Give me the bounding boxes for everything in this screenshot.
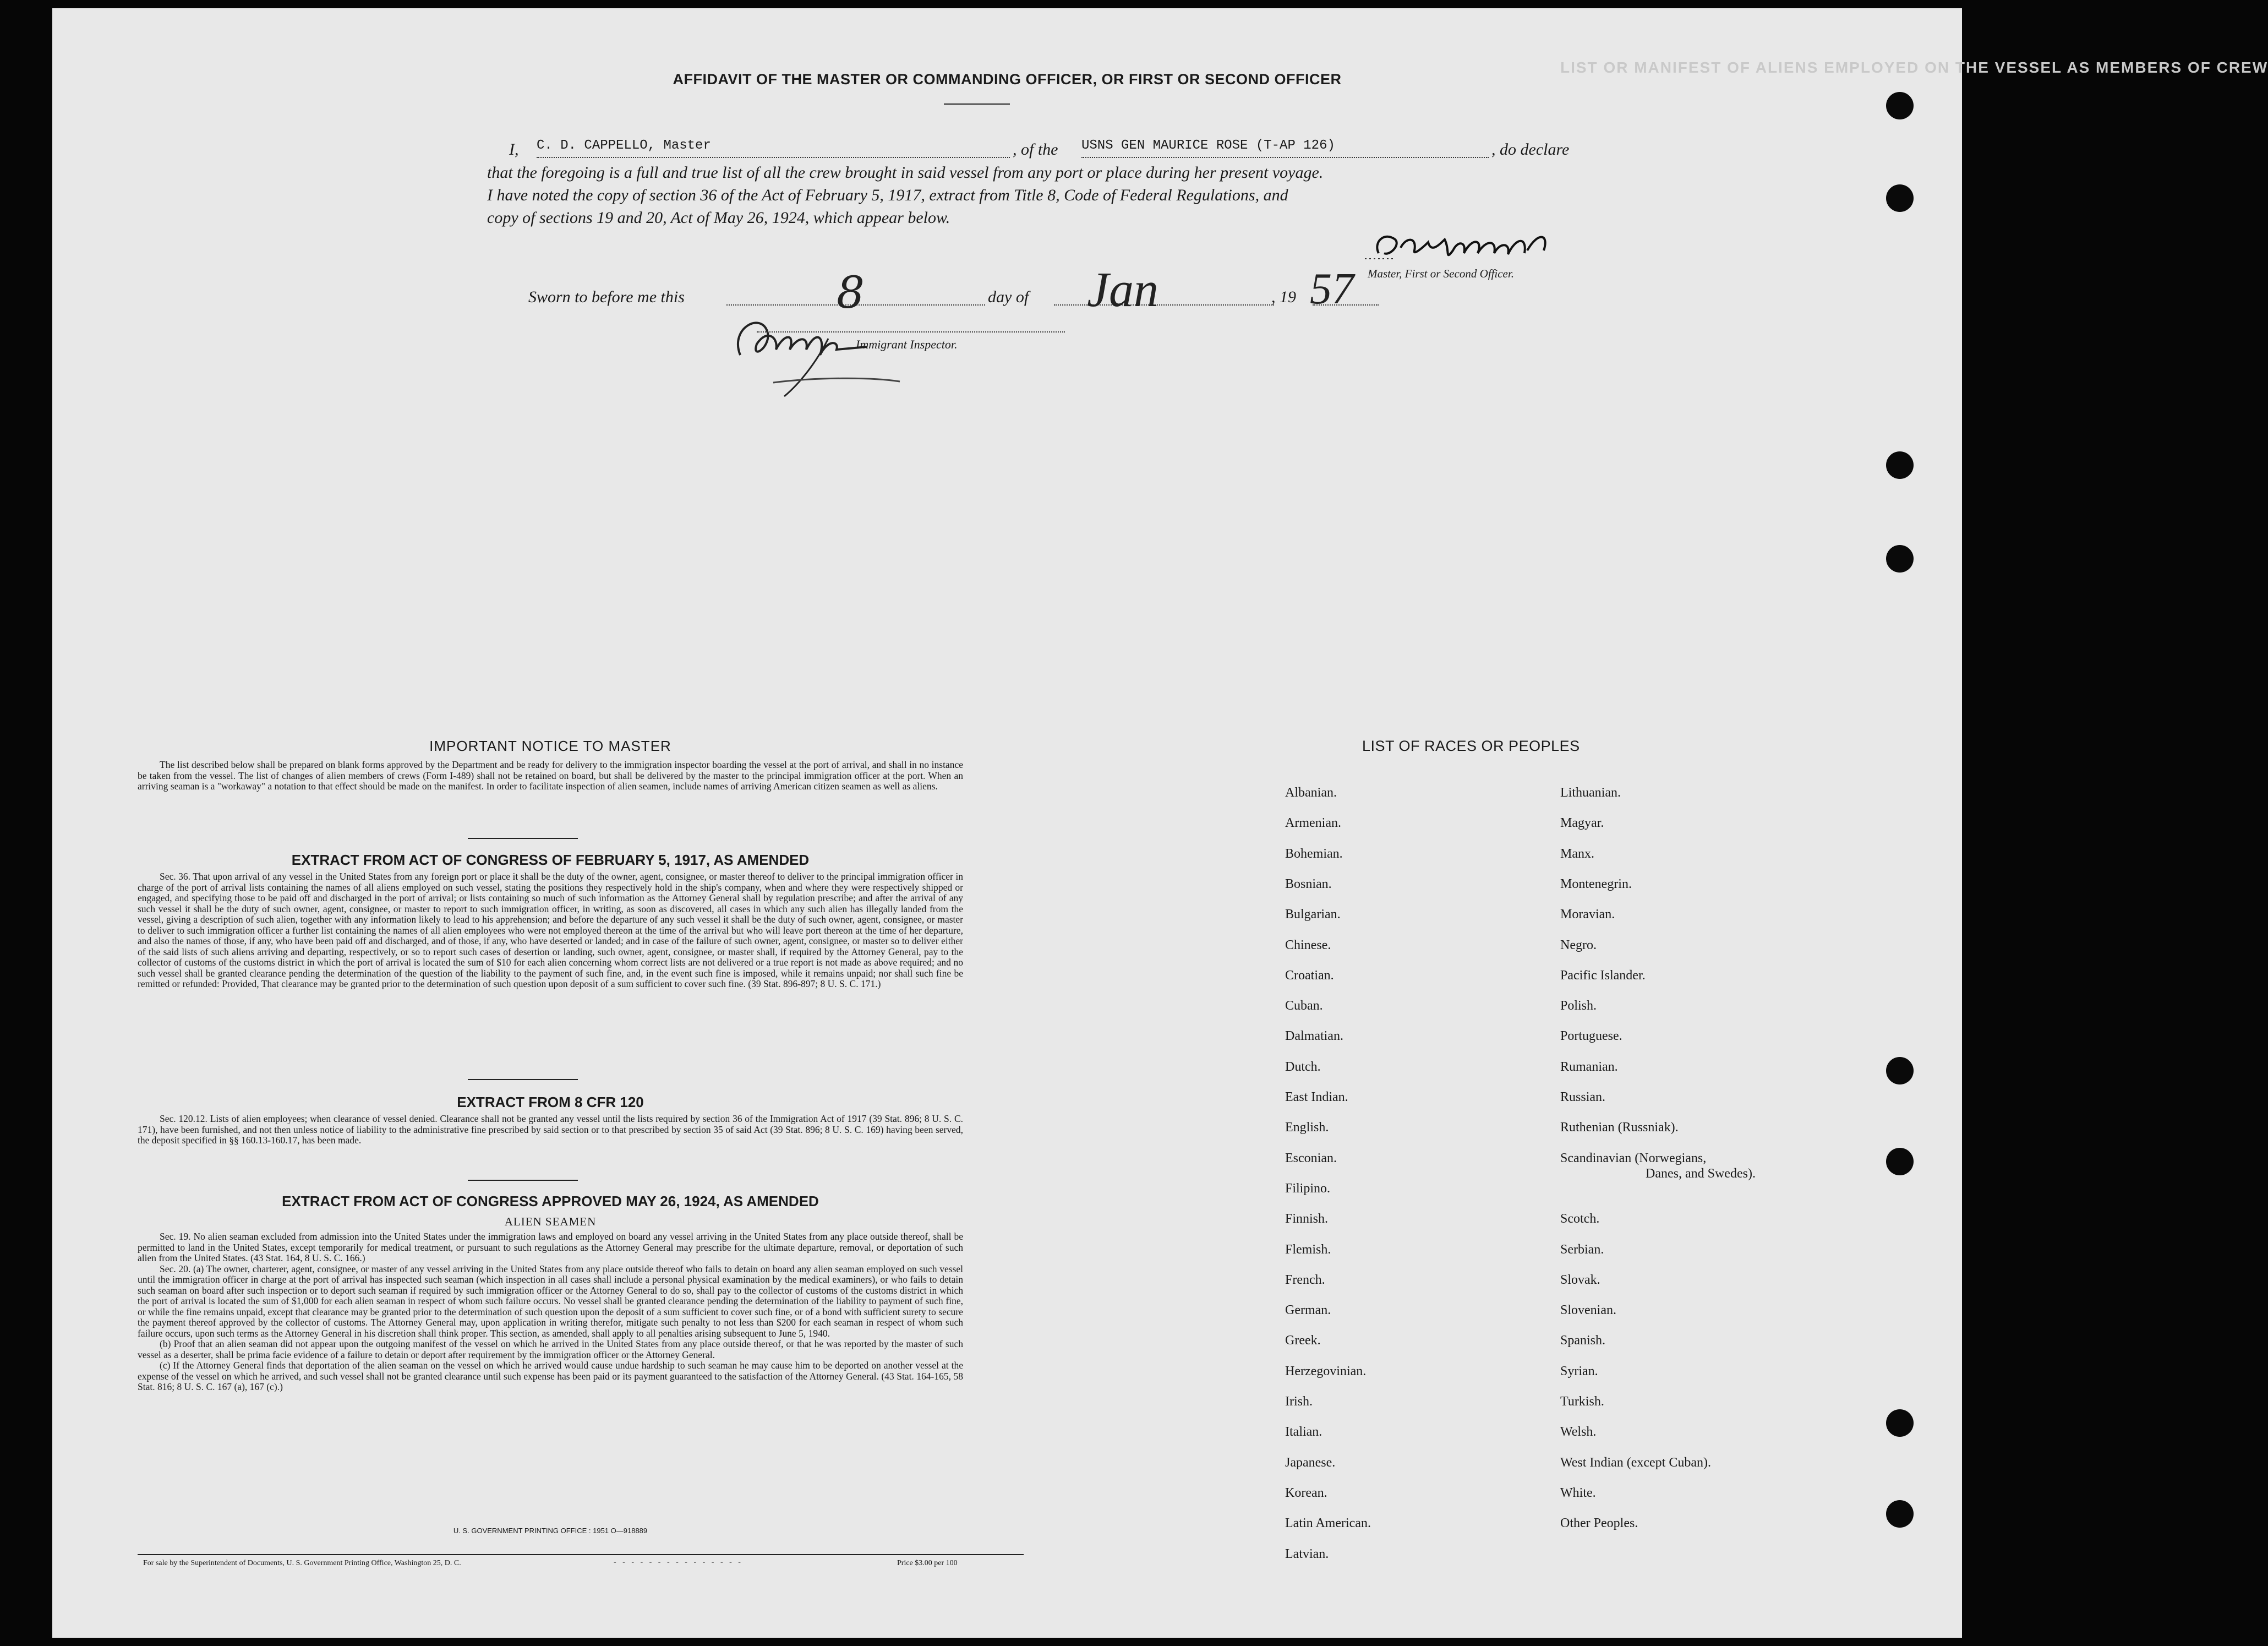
- race-item: German.: [1285, 1303, 1331, 1318]
- race-item: Syrian.: [1560, 1364, 1598, 1378]
- footer-rule: [138, 1554, 1024, 1555]
- binder-hole: [1886, 1057, 1914, 1084]
- affidavit-line-3: I have noted the copy of section 36 of the Act of February 5, 1917, extract from Title 8, Code of Federal Regulations, and: [487, 186, 1288, 204]
- extract-cfr-body: [138, 1114, 963, 1146]
- race-item: Bohemian.: [1285, 846, 1343, 861]
- affidavit-title: AFFIDAVIT OF THE MASTER OR COMMANDING OFFICER, OR FIRST OR SECOND OFFICER: [673, 71, 1342, 88]
- inspector-title-label: Immigrant Inspector.: [856, 337, 958, 351]
- sworn-day-value: 8: [837, 267, 865, 318]
- race-item: Albanian.: [1285, 786, 1337, 800]
- race-item: Cuban.: [1285, 999, 1323, 1013]
- race-item: Scandinavian (Norwegians,: [1560, 1151, 1707, 1165]
- race-item: Serbian.: [1560, 1242, 1604, 1257]
- race-item: Flemish.: [1285, 1242, 1331, 1257]
- footer-sale-note: For sale by the Superintendent of Documents, U. S. Government Printing Office, Washington 25, D. C.: [143, 1559, 461, 1567]
- binder-hole: [1886, 1148, 1914, 1175]
- sworn-year-field: [1310, 265, 1379, 313]
- race-item: Ruthenian (Russniak).: [1560, 1120, 1679, 1135]
- footer-price: Price $3.00 per 100: [897, 1559, 958, 1567]
- binder-hole: [1886, 184, 1914, 212]
- divider: [468, 838, 578, 839]
- affidavit-pronoun: I,: [509, 140, 519, 159]
- section-20c-text: (c) If the Attorney General finds that deportation of the alien seaman on the vessel on which he arrived would cause undue hardship to such seaman he may cause him to be deported on another vessel at the expense of the vessel on which he arrived, and such vessel shall not be granted clearance until such expense has been paid or its payment guaranteed to the satisfaction of the Attorney General. (43 Stat. 164-165, 58 Stat. 816; 8 U. S. C. 167 (a), 167 (c).): [138, 1360, 963, 1392]
- race-item: Other Peoples.: [1560, 1516, 1638, 1531]
- race-item: Esconian.: [1285, 1151, 1337, 1165]
- races-title: LIST OF RACES OR PEOPLES: [1362, 738, 1580, 754]
- year-prefix: , 19: [1271, 288, 1296, 306]
- affidavit-line-4: copy of sections 19 and 20, Act of May 26, 1924, which appear below.: [487, 209, 950, 227]
- race-item: Rumanian.: [1560, 1059, 1618, 1074]
- race-item: Greek.: [1285, 1333, 1321, 1348]
- binder-hole: [1886, 451, 1914, 479]
- race-item: French.: [1285, 1272, 1325, 1287]
- race-item: Magyar.: [1560, 816, 1604, 831]
- binder-hole: [1886, 1500, 1914, 1528]
- footer-dots: - - - - - - - - - - - - - - -: [614, 1558, 743, 1566]
- race-item: White.: [1560, 1485, 1596, 1500]
- race-item: Russian.: [1560, 1090, 1606, 1104]
- race-item: Turkish.: [1560, 1394, 1604, 1409]
- sworn-month-value: Jan: [1087, 263, 1158, 317]
- extract-1917-body: [138, 871, 963, 990]
- sworn-prefix: Sworn to before me this: [528, 288, 685, 306]
- race-item: Chinese.: [1285, 938, 1331, 952]
- race-item: Herzegovinian.: [1285, 1364, 1367, 1378]
- notice-title: IMPORTANT NOTICE TO MASTER: [429, 738, 671, 754]
- race-item: Montenegrin.: [1560, 876, 1632, 891]
- notice-text: The list described below shall be prepared on blank forms approved by the Department and be ready for delivery to the immigration inspector boarding the vessel at the port of arrival, and shall in no instance be taken from the vessel. The list of changes of alien members of crews (Form I-489) shall not be retained on board, but shall be delivered by the master to the principal immigration officer at the port. When an arriving seaman is a "workaway" a notation to that effect should be made on the manifest. In order to facilitate inspection of alien seamen, include names of arriving American citizen seamen as well as aliens.: [138, 759, 963, 792]
- race-item: Portuguese.: [1560, 1029, 1622, 1044]
- do-declare-label: , do declare: [1491, 140, 1570, 159]
- race-item: Scotch.: [1560, 1212, 1600, 1227]
- race-item: West Indian (except Cuban).: [1560, 1455, 1711, 1470]
- vessel-name-field: USNS GEN MAURICE ROSE (T-AP 126): [1081, 138, 1489, 158]
- race-item: Latin American.: [1285, 1516, 1371, 1531]
- race-item: Negro.: [1560, 938, 1597, 952]
- section-19-text: Sec. 19. No alien seaman excluded from admission into the United States under the immigration laws and employed on board any vessel arriving in the United States from any place outside thereof, shall be permitted to land in the United States, except temporarily for medical treatment, or pursuant to such regulations as the Attorney General may prescribe for the ultimate departure, removal, or deportation of such alien from the United States. (43 Stat. 164, 8 U. S. C. 166.): [138, 1231, 963, 1263]
- race-item: Dalmatian.: [1285, 1029, 1343, 1044]
- race-item: Latvian.: [1285, 1546, 1329, 1561]
- race-item: Italian.: [1285, 1425, 1322, 1440]
- divider: [944, 103, 1010, 105]
- race-item: Korean.: [1285, 1485, 1327, 1500]
- master-signature: [1362, 220, 1621, 270]
- divider: [468, 1180, 578, 1181]
- binder-hole: [1886, 545, 1914, 573]
- document-page: [52, 8, 2268, 1638]
- binder-hole: [1886, 92, 1914, 119]
- race-item: Slovenian.: [1560, 1303, 1616, 1318]
- section-20a-text: Sec. 20. (a) The owner, charterer, agent, consignee, or master of any vessel arriving in the United States from any place outside thereof who fails to detain on board any alien seaman employed on such vessel until the immigration officer in charge at the port of arrival has inspected such seaman (which inspection in all cases shall include a personal physical examination by the medical examiners), or who fails to detain such seaman on board after such inspection or to deport such seaman if required by such immigration officer or the Attorney General to do so, shall pay to the collector of customs of the customs district in which the port of arrival is located the sum of $1,000 for each alien seaman in respect of whom such failure occurs. No vessel shall be granted clearance pending the determination of the liability to payment of such fine, or while the fine remains unpaid, except that clearance may be granted prior to the determination of such question upon the deposit of a sum sufficient to cover such fine, or of a bond with sufficient surety to secure the payment thereof approved by the collector of customs. The Attorney General may, upon application in writing therefor, mitigate such penalty to not less than $200 for each seaman in respect of whom such failure occurs, upon such terms as the Attorney General in his discretion shall think proper. This section, as amended, shall apply to all penalties arising subsequent to June 5, 1940.: [138, 1263, 963, 1339]
- section-120-text: Sec. 120.12. Lists of alien employees; when clearance of vessel denied. Clearance shall not be granted any vessel until the lists required by section 36 of the Immigration Act of 1917 (39 Stat. 896; 8 U. S. C. 171), have been furnished, and not then unless notice of liability to the administrative fine prescribed by said section or to that prescribed by section 35 of said Act (39 Stat. 896; 8 U. S. C. 169) having been served, the deposit specified in §§ 160.13-160.17, has been made.: [138, 1113, 963, 1146]
- race-item: Pacific Islander.: [1560, 968, 1646, 983]
- race-item: Bosnian.: [1285, 876, 1332, 891]
- race-item: Croatian.: [1285, 968, 1334, 983]
- notice-body: [138, 760, 963, 792]
- race-item: Irish.: [1285, 1394, 1313, 1409]
- race-item: Finnish.: [1285, 1212, 1329, 1227]
- race-item: Bulgarian.: [1285, 907, 1341, 922]
- race-item: Manx.: [1560, 846, 1594, 861]
- inspector-signature-line: [757, 330, 1065, 333]
- printer-imprint: U. S. GOVERNMENT PRINTING OFFICE : 1951 O—918889: [453, 1527, 648, 1535]
- race-item: East Indian.: [1285, 1090, 1348, 1104]
- race-item: Lithuanian.: [1560, 786, 1621, 800]
- race-item: Moravian.: [1560, 907, 1615, 922]
- binder-hole: [1886, 1409, 1914, 1437]
- race-item: Dutch.: [1285, 1059, 1321, 1074]
- race-item: Filipino.: [1285, 1181, 1331, 1196]
- extract-1924-body: [138, 1231, 963, 1393]
- master-name-field: C. D. CAPPELLO, Master: [537, 138, 1010, 158]
- race-item: Armenian.: [1285, 816, 1341, 831]
- extract-cfr-title: EXTRACT FROM 8 CFR 120: [457, 1094, 644, 1110]
- divider: [468, 1079, 578, 1080]
- alien-seamen-subtitle: ALIEN SEAMEN: [504, 1215, 597, 1228]
- extract-1917-title: EXTRACT FROM ACT OF CONGRESS OF FEBRUARY 5, 1917, AS AMENDED: [291, 852, 810, 868]
- race-item: Japanese.: [1285, 1455, 1336, 1470]
- section-20b-text: (b) Proof that an alien seaman did not appear upon the outgoing manifest of the vessel on which he arrived in the United States from any place outside thereof, or that he was reported by the master of such vessel as a deserter, shall be prima facie evidence of a failure to detain or deport after requirement by the immigration officer or the Attorney General.: [138, 1338, 963, 1360]
- race-item: Spanish.: [1560, 1333, 1606, 1348]
- sworn-month-field: [1054, 263, 1274, 317]
- sworn-year-value: 57: [1310, 265, 1354, 313]
- race-item: Welsh.: [1560, 1425, 1597, 1440]
- bleed-through-header: LIST OR MANIFEST OF ALIENS EMPLOYED ON THE VESSEL AS MEMBERS OF CREW: [1560, 59, 2268, 76]
- master-title-label: Master, First or Second Officer.: [1368, 267, 1514, 280]
- of-the-label: , of the: [1013, 140, 1058, 159]
- affidavit-line-2: that the foregoing is a full and true list of all the crew brought in said vessel from any port or place during her present voyage.: [487, 163, 1324, 182]
- race-item: English.: [1285, 1120, 1329, 1135]
- race-item: Polish.: [1560, 999, 1597, 1013]
- day-of-label: day of: [988, 288, 1029, 306]
- section-36-text: Sec. 36. That upon arrival of any vessel in the United States from any foreign port or place it shall be the duty of the owner, agent, consignee, or master thereof to deliver to the principal immigration officer in charge of the port of arrival lists containing the names of all aliens employed on such vessel, stating the positions they respectively hold in the ship's company, when and where they were respectively shipped or engaged, and specifying those to be paid off and discharged in the port of arrival; or lists containing so much of such information as the Attorney General shall by regulation prescribe; and after the arrival of any such vessel it shall be the duty of such owner, agent, consignee, or master to report to such immigration officer, in writing, as soon as discovered, all cases in which any such alien has illegally landed from the vessel, giving a description of such alien, together with any information likely to lead to his apprehension; and before the departure of any such vessel it shall be the duty of such owner, agent, consignee, or master to deliver to such immigration officer a further list containing the names of all alien employees who were not employed thereon at the time of the arrival but who will leave port thereon at the time of her departure, and also the names of those, if any, who have been paid off and discharged, and of those, if any, who have deserted or landed; and in case of the failure of such owner, agent, consignee, or master so to deliver either of the said lists of such aliens arriving and departing, respectively, or so to report such cases of desertion or landing, such owner, agent, consignee, or master shall, if required by the Attorney General, pay to the collector of customs of the customs district in which the port of arrival is located the sum of $10 for each alien concerning whom correct lists are not delivered or a true report is not made as above required; and no such vessel shall be granted clearance pending the determination of the question of the liability to the payment of such fine, and, in the event such fine is imposed, while it remains unpaid; nor shall such fine be remitted or refunded: Provided, That clearance may be granted prior to the determination of such question upon deposit of a sum sufficient to cover such fine. (39 Stat. 896-897; 8 U. S. C. 171.): [138, 871, 963, 989]
- race-item: Slovak.: [1560, 1272, 1600, 1287]
- race-item: Danes, and Swedes).: [1646, 1166, 1756, 1181]
- extract-1924-title: EXTRACT FROM ACT OF CONGRESS APPROVED MAY 26, 1924, AS AMENDED: [282, 1193, 819, 1209]
